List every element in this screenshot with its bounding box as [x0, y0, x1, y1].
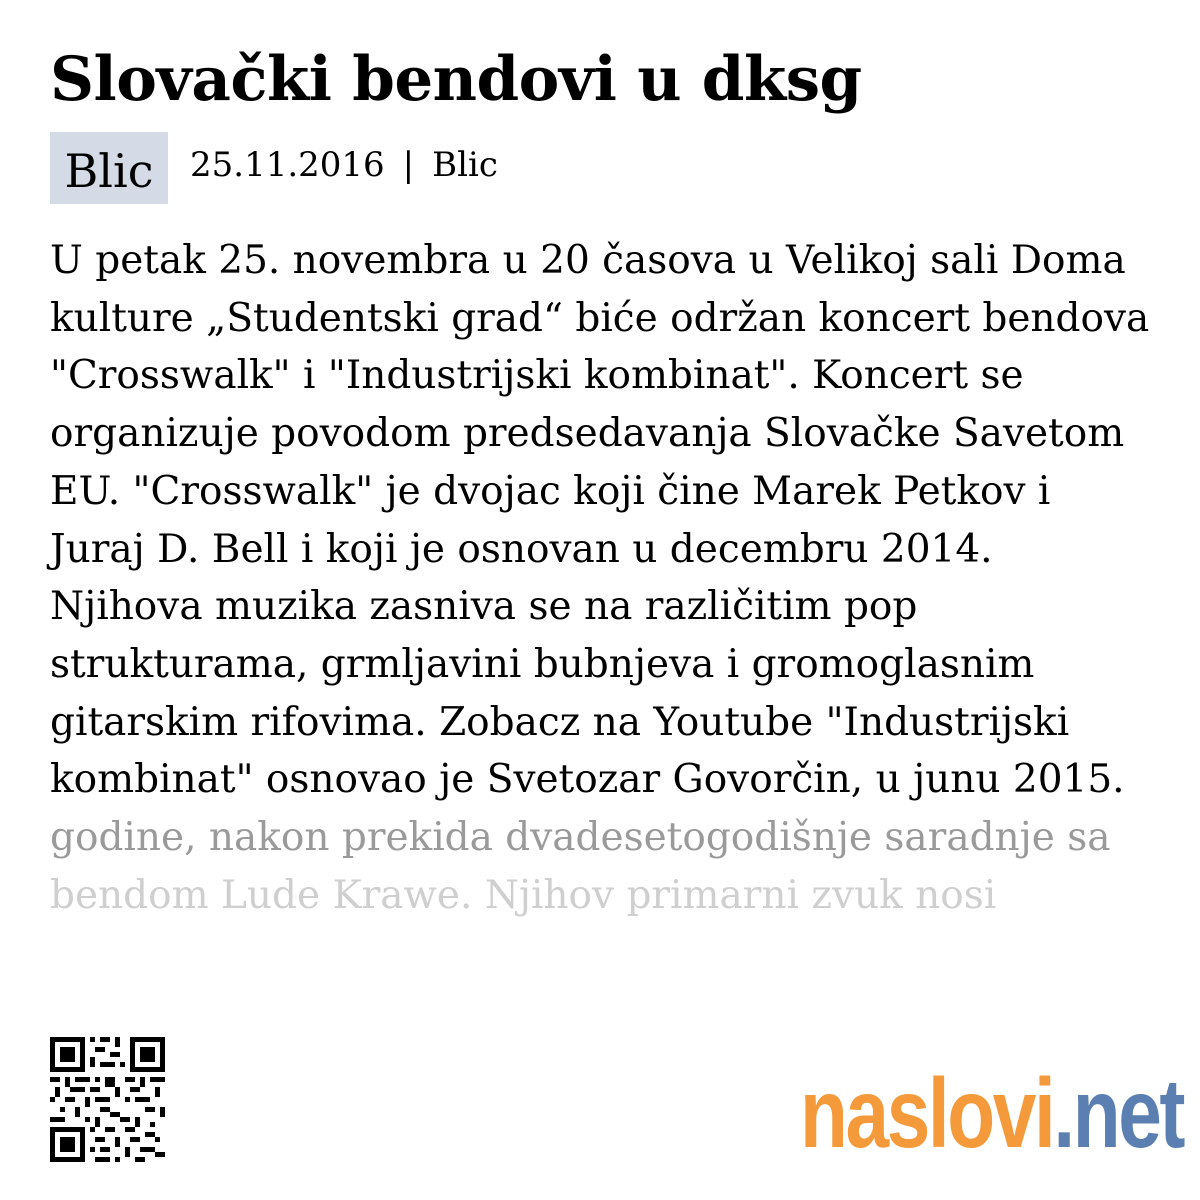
body-line: EU. "Crosswalk" je dvojac koji čine Marek Petkov i [50, 468, 1051, 514]
logo-part-naslovi: naslovi [800, 1058, 1054, 1168]
body-line: Njihova muzika zasniva se na različitim pop [50, 584, 918, 630]
body-line-faded: godine, nakon prekida dvadesetogodišnje saradnje sa [50, 815, 1111, 861]
body-line-faded: bendom Lude Krawe. Njihov primarni zvuk nosi [50, 872, 997, 918]
meta-text [190, 145, 498, 185]
qr-code-icon[interactable] [50, 1037, 165, 1162]
naslovi-logo[interactable] [800, 1058, 1183, 1168]
body-line: Juraj D. Bell i koji je osnovan u decembru 2014. [50, 526, 993, 572]
body-line: gitarskim rifovima. Zobacz na Youtube "Industrijski [50, 699, 1070, 745]
body-line: U petak 25. novembra u 20 časova u Velikoj sali Doma [50, 238, 1126, 283]
source-badge[interactable]: Blic [50, 132, 168, 204]
body-line: kombinat" osnovao je Svetozar Govorčin, u junu 2015. [50, 757, 1125, 803]
article-date: 25.11.2016 [190, 145, 385, 185]
logo-part-net: .net [1053, 1058, 1184, 1168]
meta-separator: | [402, 145, 415, 185]
body-line: "Crosswalk" i "Industrijski kombinat". Koncert se [50, 353, 1024, 399]
article-body [50, 232, 1160, 924]
article-title: Slovački bendovi u dksg [50, 44, 862, 115]
article-meta [50, 132, 498, 204]
body-line: kulture „Studentski grad“ biće održan koncert bendova [50, 295, 1150, 341]
body-line: organizuje povodom predsedavanja Slovačke Savetom [50, 411, 1125, 457]
body-line: strukturama, grmljavini bubnjeva i gromoglasnim [50, 641, 1035, 687]
article-source: Blic [432, 145, 498, 185]
